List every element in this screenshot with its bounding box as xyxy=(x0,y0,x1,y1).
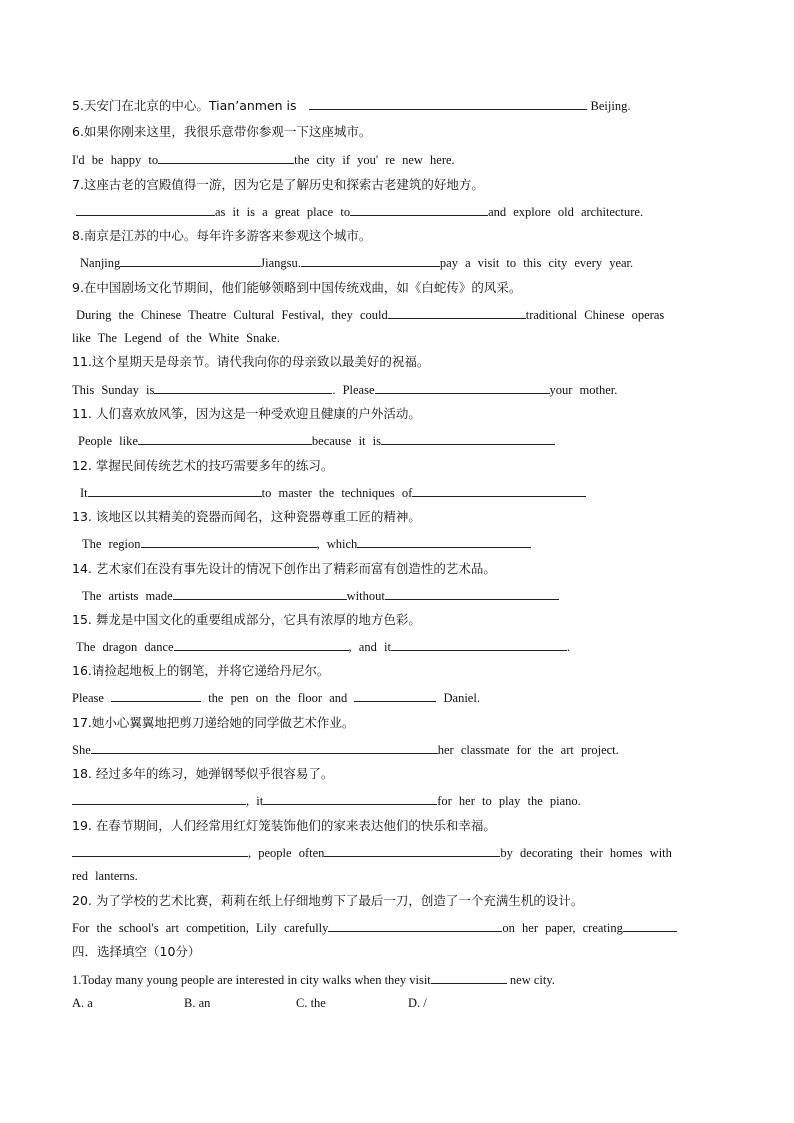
q9-english xyxy=(76,306,664,323)
answer-blank[interactable] xyxy=(354,689,436,702)
q15-chinese: 15. 舞龙是中国文化的重要组成部分，它具有浓厚的地方色彩。 xyxy=(72,612,421,627)
answer-blank[interactable] xyxy=(111,689,201,702)
q11a-part-c: your mother. xyxy=(549,383,618,397)
q15-part-a: The dragon dance xyxy=(76,640,174,654)
q5-tail: Beijing. xyxy=(590,99,631,113)
mc1-stem xyxy=(72,971,555,988)
q16-part-b: the pen on the floor and xyxy=(208,691,348,705)
answer-blank[interactable] xyxy=(385,587,559,600)
answer-blank[interactable] xyxy=(173,587,347,600)
answer-blank[interactable] xyxy=(431,971,507,984)
answer-blank[interactable] xyxy=(357,535,531,548)
q12-chinese: 12. 掌握民间传统艺术的技巧需要多年的练习。 xyxy=(72,458,334,473)
q11a-english xyxy=(72,381,617,398)
q11a-part-a: This Sunday is xyxy=(72,383,155,397)
answer-blank[interactable] xyxy=(120,254,260,267)
q8-part-c: pay a visit to this city every year. xyxy=(439,256,634,270)
q18-part-a: , it xyxy=(246,794,264,808)
answer-blank[interactable] xyxy=(88,484,262,497)
q9-part-a: During the Chinese Theatre Cultural Festival, they could xyxy=(76,308,388,322)
q13-part-a: The region xyxy=(82,537,141,551)
q9-part-b: traditional Chinese operas xyxy=(525,308,665,322)
q18-english xyxy=(72,792,581,809)
q19-chinese: 19. 在春节期间，人们经常用红灯笼装饰他们的家来表达他们的快乐和幸福。 xyxy=(72,818,496,833)
q8-part-b: Jiangsu. xyxy=(260,256,301,270)
q11a-chinese: 11.这个星期天是母亲节。请代我向你的母亲致以最美好的祝福。 xyxy=(72,354,430,369)
q19-english xyxy=(72,844,672,861)
q11b-part-b: because it is xyxy=(311,434,381,448)
answer-blank[interactable] xyxy=(350,203,488,216)
q14-english xyxy=(82,587,559,604)
q14-chinese: 14. 艺术家们在没有事先设计的情况下创作出了精彩而富有创造性的艺术品。 xyxy=(72,561,496,576)
q20-part-b: on her paper, creating xyxy=(502,921,623,935)
q13-chinese: 13. 该地区以其精美的瓷器而闻名，这种瓷器尊重工匠的精神。 xyxy=(72,509,421,524)
answer-blank[interactable] xyxy=(328,919,502,932)
answer-blank[interactable] xyxy=(91,741,438,754)
q16-part-c: Daniel. xyxy=(443,691,480,705)
q6-english xyxy=(72,151,455,168)
q16-english xyxy=(72,689,480,706)
answer-blank[interactable] xyxy=(623,919,677,932)
section-heading: 四．选择填空（10分） xyxy=(72,944,201,959)
mc1-stem-a: 1.Today many young people are interested in city walks when they visit xyxy=(72,973,431,987)
answer-blank[interactable] xyxy=(381,432,555,445)
answer-blank[interactable] xyxy=(375,381,550,394)
q12-part-b: to master the techniques of xyxy=(261,486,413,500)
q14-part-b: without xyxy=(346,589,385,603)
q8-english xyxy=(80,254,633,271)
q19-part-a: , people often xyxy=(248,846,325,860)
q8-part-a: Nanjing xyxy=(80,256,121,270)
q15-part-c: . xyxy=(566,640,571,654)
q5-text: 5.天安门在北京的中心。Tian’anmen is xyxy=(72,98,297,113)
mc1-option-c[interactable]: C. the xyxy=(296,996,326,1010)
mc1-stem-b: new city. xyxy=(509,973,555,987)
mc1-option-a[interactable]: A. a xyxy=(72,996,93,1010)
q6-chinese: 6.如果你刚来这里，我很乐意带你参观一下这座城市。 xyxy=(72,124,372,139)
q11b-part-a: People like xyxy=(78,434,138,448)
q20-chinese: 20. 为了学校的艺术比赛，莉莉在纸上仔细地剪下了最后一刀，创造了一个充满生机的设计。 xyxy=(72,893,584,908)
q7-part-b: and explore old architecture. xyxy=(488,205,644,219)
q5-line xyxy=(72,97,630,114)
answer-blank[interactable] xyxy=(391,638,567,651)
answer-blank[interactable] xyxy=(388,306,526,319)
q17-part-b: her classmate for the art project. xyxy=(437,743,619,757)
answer-blank[interactable] xyxy=(174,638,349,651)
answer-blank[interactable] xyxy=(72,844,248,857)
q19-english-cont: red lanterns. xyxy=(72,869,138,883)
q17-part-a: She xyxy=(72,743,91,757)
answer-blank[interactable] xyxy=(158,151,294,164)
answer-blank[interactable] xyxy=(138,432,312,445)
q13-english xyxy=(82,535,531,552)
answer-blank[interactable] xyxy=(301,254,440,267)
mc1-option-d[interactable]: D. / xyxy=(408,996,427,1010)
answer-blank[interactable] xyxy=(324,844,500,857)
q7-chinese: 7.这座古老的宫殿值得一游，因为它是了解历史和探索古老建筑的好地方。 xyxy=(72,177,484,192)
answer-blank[interactable] xyxy=(154,381,332,394)
q13-part-b: , which xyxy=(316,537,358,551)
q12-english xyxy=(80,484,586,501)
q12-part-a: It xyxy=(80,486,88,500)
q6-part-a: I'd be happy to xyxy=(72,153,159,167)
mc1-option-b[interactable]: B. an xyxy=(184,996,211,1010)
q18-part-b: for her to play the piano. xyxy=(437,794,581,808)
q11b-chinese: 11. 人们喜欢放风筝，因为这是一种受欢迎且健康的户外活动。 xyxy=(72,406,421,421)
q15-english xyxy=(76,638,570,655)
q8-chinese: 8.南京是江苏的中心。每年许多游客来参观这个城市。 xyxy=(72,228,372,243)
q11b-english xyxy=(78,432,555,449)
answer-blank[interactable] xyxy=(309,97,587,110)
q9-chinese: 9.在中国剧场文化节期间，他们能够领略到中国传统戏曲，如《白蛇传》的风采。 xyxy=(72,280,522,295)
answer-blank[interactable] xyxy=(72,792,246,805)
answer-blank[interactable] xyxy=(141,535,317,548)
q15-part-b: , and it xyxy=(348,640,391,654)
q7-english xyxy=(76,203,643,220)
q11a-part-b: . Please xyxy=(332,383,375,397)
q16-part-a: Please xyxy=(72,691,104,705)
q20-english xyxy=(72,919,677,936)
answer-blank[interactable] xyxy=(76,203,215,216)
answer-blank[interactable] xyxy=(263,792,437,805)
q6-part-b: the city if you' re new here. xyxy=(294,153,455,167)
q7-part-a: as it is a great place to xyxy=(215,205,351,219)
q16-chinese: 16.请捡起地板上的钢笔，并将它递给丹尼尔。 xyxy=(72,663,330,678)
q18-chinese: 18. 经过多年的练习，她弹钢琴似乎很容易了。 xyxy=(72,766,334,781)
q19-part-b: by decorating their homes with xyxy=(500,846,672,860)
q17-english xyxy=(72,741,619,758)
q20-part-a: For the school's art competition, Lily carefully xyxy=(72,921,329,935)
q14-part-a: The artists made xyxy=(82,589,173,603)
q9-english-cont: like The Legend of the White Snake. xyxy=(72,331,280,345)
answer-blank[interactable] xyxy=(412,484,586,497)
q17-chinese: 17.她小心翼翼地把剪刀递给她的同学做艺术作业。 xyxy=(72,715,355,730)
